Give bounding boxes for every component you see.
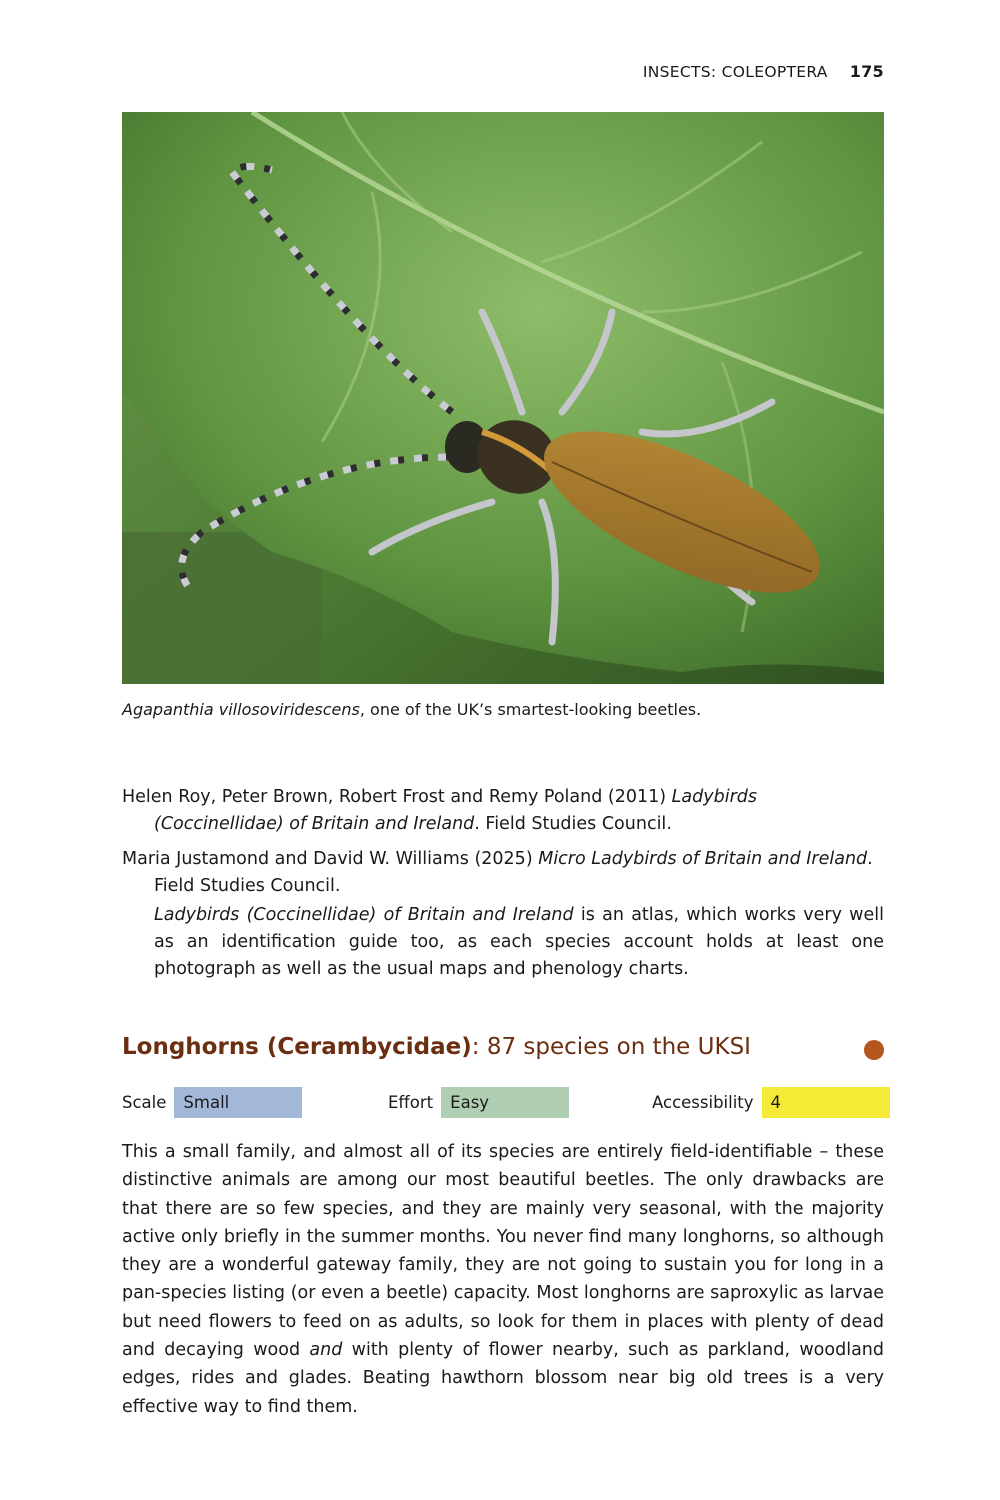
- rating-scale: [122, 1087, 302, 1118]
- caption-text: , one of the UK’s smartest-looking beetles.: [359, 700, 702, 719]
- reference-title: Micro Ladybirds of Britain and Ireland: [538, 849, 868, 869]
- body-text-part: with plenty of flower nearby, such as parkland, woodland edges, rides and glades. Beating hawthorn blossom near big old trees is a very effective way to find them.: [122, 1340, 884, 1417]
- section-species-count: : 87 species on the UKSI: [471, 1034, 751, 1060]
- body-paragraph: [122, 1138, 884, 1421]
- rating-label: Scale: [122, 1093, 167, 1112]
- section-heading: [122, 1034, 884, 1068]
- body-emphasis: and: [309, 1340, 343, 1361]
- section-family: Longhorns (Cerambycidae): [122, 1034, 472, 1060]
- reference-publisher: . Field Studies Council.: [154, 849, 873, 896]
- rating-accessibility: [652, 1087, 890, 1118]
- beetle-photo: [122, 112, 884, 684]
- reference-note-title: Ladybirds (Coccinellidae) of Britain and Ireland: [154, 905, 574, 925]
- reference-publisher: . Field Studies Council.: [474, 814, 672, 834]
- rating-effort: [388, 1087, 569, 1118]
- reference-item: [122, 784, 884, 838]
- photo-caption: [122, 700, 884, 719]
- beetle-illustration: [122, 112, 884, 684]
- rating-value: 4: [762, 1087, 890, 1118]
- rating-value: Easy: [441, 1087, 569, 1118]
- references: [122, 784, 884, 983]
- section-marker-dot: [864, 1040, 884, 1060]
- reference-note: [122, 902, 884, 983]
- rating-label: Accessibility: [652, 1093, 754, 1112]
- reference-title: Ladybirds (Coccinellidae) of Britain and Ireland: [154, 787, 758, 834]
- page-number: 175: [849, 62, 884, 81]
- reference-authors: Helen Roy, Peter Brown, Robert Frost and Remy Poland (2011): [122, 787, 672, 807]
- running-head-section: INSECTS: COLEOPTERA: [642, 63, 828, 81]
- body-text-part: This a small family, and almost all of its species are entirely field-identifiable – these distinctive animals are among our most beautiful beetles. The only drawbacks are that there are so few species, and they are mainly very seasonal, with the majority active only briefly in the summer months. You never find many longhorns, so although they are a wonderful gateway family, they are not going to sustain you for long in a pan-species listing (or even a beetle) capacity. Most longhorns are saproxylic as larvae but need flowers to feed on as adults, so look for them in places with plenty of dead and decaying wood: [122, 1142, 884, 1361]
- rating-label: Effort: [388, 1093, 434, 1112]
- rating-value: Small: [174, 1087, 302, 1118]
- ratings-bar: [122, 1087, 884, 1118]
- caption-species: Agapanthia villosoviridescens: [122, 700, 360, 719]
- running-head: [643, 62, 884, 81]
- reference-note-text: is an atlas, which works very well as an identification guide too, as each species account holds at least one photograph as well as the usual maps and phenology charts.: [154, 905, 884, 979]
- reference-item: [122, 846, 884, 900]
- reference-authors: Maria Justamond and David W. Williams (2025): [122, 849, 539, 869]
